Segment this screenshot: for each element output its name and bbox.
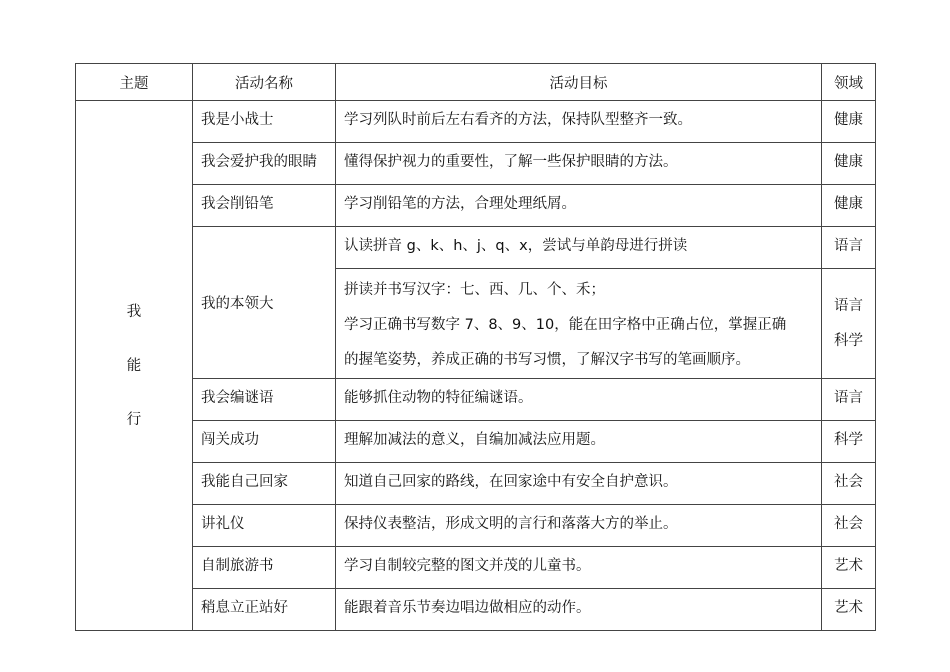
table-row bbox=[76, 547, 876, 589]
table-row bbox=[76, 505, 876, 547]
activity-domain: 社会 bbox=[822, 505, 876, 547]
activity-name: 闯关成功 bbox=[193, 421, 336, 463]
activity-name: 我会削铅笔 bbox=[193, 185, 336, 227]
activity-name: 讲礼仪 bbox=[193, 505, 336, 547]
activity-name: 我的本领大 bbox=[193, 227, 336, 379]
activity-name: 我是小战士 bbox=[193, 101, 336, 143]
activity-goal: 认读拼音 g、k、h、j、q、x，尝试与单韵母进行拼读 bbox=[336, 227, 822, 269]
goal-line: 拼读并书写汉字：七、西、几、个、禾； bbox=[344, 282, 605, 298]
activity-goal: 理解加减法的意义，自编加减法应用题。 bbox=[336, 421, 822, 463]
table-header-row bbox=[76, 64, 876, 101]
activity-domain bbox=[822, 269, 876, 379]
activity-domain: 语言 bbox=[822, 379, 876, 421]
table-row bbox=[76, 463, 876, 505]
goal-line: 学习正确书写数字 7、8、9、10，能在田字格中正确占位，掌握正确 bbox=[344, 317, 787, 333]
header-domain: 领域 bbox=[822, 64, 876, 101]
theme-cell bbox=[76, 101, 193, 631]
activity-plan-table bbox=[75, 63, 876, 631]
activity-domain: 社会 bbox=[822, 463, 876, 505]
table-row bbox=[76, 227, 876, 269]
table-row bbox=[76, 185, 876, 227]
activity-domain: 艺术 bbox=[822, 547, 876, 589]
table-row bbox=[76, 143, 876, 185]
table-row bbox=[76, 101, 876, 143]
table-row bbox=[76, 421, 876, 463]
activity-goal: 学习自制较完整的图文并茂的儿童书。 bbox=[336, 547, 822, 589]
header-activity-goal: 活动目标 bbox=[336, 64, 822, 101]
activity-domain: 艺术 bbox=[822, 589, 876, 631]
table-row bbox=[76, 379, 876, 421]
activity-domain: 健康 bbox=[822, 101, 876, 143]
activity-domain: 健康 bbox=[822, 185, 876, 227]
theme-char: 我 bbox=[126, 303, 142, 320]
activity-goal: 懂得保护视力的重要性，了解一些保护眼睛的方法。 bbox=[336, 143, 822, 185]
domain-line: 科学 bbox=[834, 332, 863, 349]
activity-name: 我会爱护我的眼睛 bbox=[193, 143, 336, 185]
activity-goal: 学习列队时前后左右看齐的方法，保持队型整齐一致。 bbox=[336, 101, 822, 143]
theme-char: 能 bbox=[126, 357, 142, 374]
activity-goal: 能够抓住动物的特征编谜语。 bbox=[336, 379, 822, 421]
activity-goal: 学习削铅笔的方法，合理处理纸屑。 bbox=[336, 185, 822, 227]
header-activity-name: 活动名称 bbox=[193, 64, 336, 101]
activity-name: 自制旅游书 bbox=[193, 547, 336, 589]
header-theme: 主题 bbox=[76, 64, 193, 101]
domain-line: 语言 bbox=[834, 297, 863, 314]
theme-char: 行 bbox=[126, 411, 142, 428]
activity-domain: 语言 bbox=[822, 227, 876, 269]
activity-name: 我会编谜语 bbox=[193, 379, 336, 421]
goal-line: 的握笔姿势，养成正确的书写习惯，了解汉字书写的笔画顺序。 bbox=[344, 352, 750, 368]
activity-goal bbox=[336, 269, 822, 379]
activity-goal: 知道自己回家的路线，在回家途中有安全自护意识。 bbox=[336, 463, 822, 505]
activity-domain: 科学 bbox=[822, 421, 876, 463]
table-row bbox=[76, 589, 876, 631]
activity-name: 稍息立正站好 bbox=[193, 589, 336, 631]
activity-name: 我能自己回家 bbox=[193, 463, 336, 505]
activity-goal: 能跟着音乐节奏边唱边做相应的动作。 bbox=[336, 589, 822, 631]
activity-domain: 健康 bbox=[822, 143, 876, 185]
activity-goal: 保持仪表整洁，形成文明的言行和落落大方的举止。 bbox=[336, 505, 822, 547]
